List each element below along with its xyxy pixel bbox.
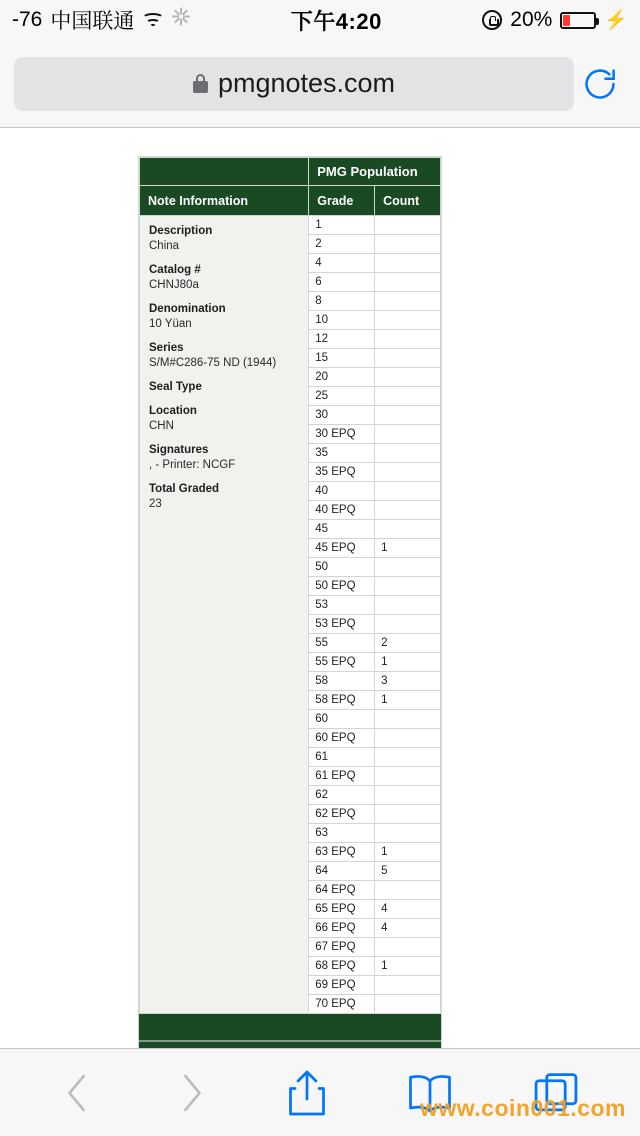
grade-cell: 64 EPQ xyxy=(309,881,375,900)
note-info-block xyxy=(149,224,299,254)
charging-bolt-icon: ⚡ xyxy=(604,10,628,31)
activity-spinner-icon xyxy=(172,11,190,29)
count-cell xyxy=(375,881,441,900)
count-cell xyxy=(375,748,441,767)
grade-cell: 25 xyxy=(309,387,375,406)
watermark: www.coin001.com xyxy=(419,1095,626,1121)
grade-cell: 64 xyxy=(309,862,375,881)
count-cell xyxy=(375,596,441,615)
grade-cell: 40 xyxy=(309,482,375,501)
battery-percent-label: 20% xyxy=(510,8,553,31)
grade-cell: 40 EPQ xyxy=(309,501,375,520)
population-header: PMG Population xyxy=(309,158,441,186)
note-info-value: S/M#C286-75 ND (1944) xyxy=(149,357,277,369)
reload-button[interactable] xyxy=(574,65,626,103)
grade-cell: 58 xyxy=(309,672,375,691)
count-cell: 1 xyxy=(375,653,441,672)
grade-cell: 35 EPQ xyxy=(309,463,375,482)
count-cell xyxy=(375,824,441,843)
count-cell xyxy=(375,729,441,748)
count-cell xyxy=(375,235,441,254)
status-bar xyxy=(0,0,640,40)
header-blank-cell xyxy=(140,158,309,186)
count-cell xyxy=(375,976,441,995)
note-info-label: Catalog # xyxy=(149,264,201,276)
count-cell xyxy=(375,425,441,444)
note-info-label: Seal Type xyxy=(149,381,202,393)
status-bar-right xyxy=(482,8,628,32)
grade-cell: 53 EPQ xyxy=(309,615,375,634)
count-cell: 4 xyxy=(375,919,441,938)
grade-cell: 15 xyxy=(309,349,375,368)
grade-header: Grade xyxy=(309,186,375,216)
note-info-label: Signatures xyxy=(149,444,209,456)
count-cell: 1 xyxy=(375,957,441,976)
grade-cell: 12 xyxy=(309,330,375,349)
note-info-block xyxy=(149,302,299,332)
grade-cell: 45 EPQ xyxy=(309,539,375,558)
count-cell xyxy=(375,368,441,387)
grade-cell: 50 xyxy=(309,558,375,577)
count-header: Count xyxy=(375,186,441,216)
count-cell xyxy=(375,558,441,577)
count-cell xyxy=(375,330,441,349)
grade-cell: 60 EPQ xyxy=(309,729,375,748)
note-info-block xyxy=(149,482,299,512)
grade-cell: 2 xyxy=(309,235,375,254)
pmg-population-table xyxy=(138,156,442,1048)
url-text: pmgnotes.com xyxy=(217,68,396,98)
grade-cell: 62 xyxy=(309,786,375,805)
note-info-block xyxy=(149,404,299,434)
grade-cell: 8 xyxy=(309,292,375,311)
grade-cell: 30 xyxy=(309,406,375,425)
count-cell xyxy=(375,615,441,634)
grade-cell: 55 EPQ xyxy=(309,653,375,672)
count-cell xyxy=(375,710,441,729)
count-cell xyxy=(375,292,441,311)
orientation-lock-icon xyxy=(482,10,502,30)
back-button[interactable] xyxy=(61,1070,95,1116)
grade-cell: 4 xyxy=(309,254,375,273)
url-bar[interactable] xyxy=(14,57,574,111)
grade-cell: 53 xyxy=(309,596,375,615)
count-cell xyxy=(375,273,441,292)
table-header-row-top xyxy=(140,158,441,186)
count-cell xyxy=(375,311,441,330)
grade-cell: 69 EPQ xyxy=(309,976,375,995)
table-row xyxy=(140,216,441,235)
note-information-header: Note Information xyxy=(140,186,309,216)
grade-cell: 50 EPQ xyxy=(309,577,375,596)
count-cell xyxy=(375,444,441,463)
note-info-value: , - Printer: NCGF xyxy=(149,459,236,471)
browser-address-bar-container xyxy=(0,40,640,128)
grade-cell: 60 xyxy=(309,710,375,729)
count-cell: 5 xyxy=(375,862,441,881)
table-footer-bar xyxy=(139,1014,441,1040)
note-info-block xyxy=(149,341,299,371)
count-cell: 2 xyxy=(375,634,441,653)
grade-cell: 1 xyxy=(309,216,375,235)
grade-cell: 61 xyxy=(309,748,375,767)
grade-cell: 55 xyxy=(309,634,375,653)
grade-cell: 20 xyxy=(309,368,375,387)
count-cell xyxy=(375,577,441,596)
wifi-icon xyxy=(142,12,164,28)
note-info-block xyxy=(149,380,299,395)
table-footer-bar-secondary xyxy=(139,1040,441,1048)
count-cell xyxy=(375,805,441,824)
grade-cell: 10 xyxy=(309,311,375,330)
status-bar-clock: 下午4:20 xyxy=(290,8,382,34)
grade-cell: 45 xyxy=(309,520,375,539)
note-info-value: CHNJ80a xyxy=(149,279,199,291)
note-info-label: Location xyxy=(149,405,197,417)
count-cell xyxy=(375,254,441,273)
signal-strength-label: -76 xyxy=(12,8,43,31)
grade-cell: 30 EPQ xyxy=(309,425,375,444)
note-info-label: Description xyxy=(149,225,213,237)
count-cell xyxy=(375,406,441,425)
forward-button[interactable] xyxy=(174,1070,208,1116)
count-cell xyxy=(375,786,441,805)
count-cell xyxy=(375,938,441,957)
carrier-label: 中国联通 xyxy=(50,10,135,33)
grade-cell: 6 xyxy=(309,273,375,292)
note-info-value: China xyxy=(149,240,180,252)
note-info-block xyxy=(149,263,299,293)
count-cell xyxy=(375,482,441,501)
battery-icon xyxy=(560,12,596,29)
browser-toolbar xyxy=(0,1048,640,1136)
grade-cell: 67 EPQ xyxy=(309,938,375,957)
grade-cell: 61 EPQ xyxy=(309,767,375,786)
count-cell: 1 xyxy=(375,843,441,862)
note-info-value: 23 xyxy=(149,498,162,510)
grade-cell: 58 EPQ xyxy=(309,691,375,710)
count-cell xyxy=(375,216,441,235)
count-cell xyxy=(375,387,441,406)
count-cell xyxy=(375,520,441,539)
count-cell: 1 xyxy=(375,691,441,710)
count-cell xyxy=(375,995,441,1014)
status-bar-left xyxy=(12,5,190,35)
grade-cell: 62 EPQ xyxy=(309,805,375,824)
note-info-label: Total Graded xyxy=(149,483,220,495)
grade-cell: 35 xyxy=(309,444,375,463)
note-info-label: Denomination xyxy=(149,303,226,315)
count-cell xyxy=(375,463,441,482)
table-header-row xyxy=(140,186,441,216)
count-cell xyxy=(375,501,441,520)
note-info-value: CHN xyxy=(149,420,174,432)
count-cell: 3 xyxy=(375,672,441,691)
count-cell: 1 xyxy=(375,539,441,558)
grade-cell: 63 EPQ xyxy=(309,843,375,862)
grade-cell: 65 EPQ xyxy=(309,900,375,919)
note-info-block xyxy=(149,443,299,473)
count-cell xyxy=(375,349,441,368)
grade-cell: 66 EPQ xyxy=(309,919,375,938)
count-cell: 4 xyxy=(375,900,441,919)
webpage-content xyxy=(0,128,640,1048)
grade-cell: 63 xyxy=(309,824,375,843)
note-info-value: 10 Yüan xyxy=(149,318,192,330)
lock-icon xyxy=(193,74,208,93)
grade-cell: 68 EPQ xyxy=(309,957,375,976)
share-button[interactable] xyxy=(286,1069,328,1117)
note-info-label: Series xyxy=(149,342,184,354)
grade-cell: 70 EPQ xyxy=(309,995,375,1014)
note-information-cell xyxy=(140,216,309,1014)
count-cell xyxy=(375,767,441,786)
